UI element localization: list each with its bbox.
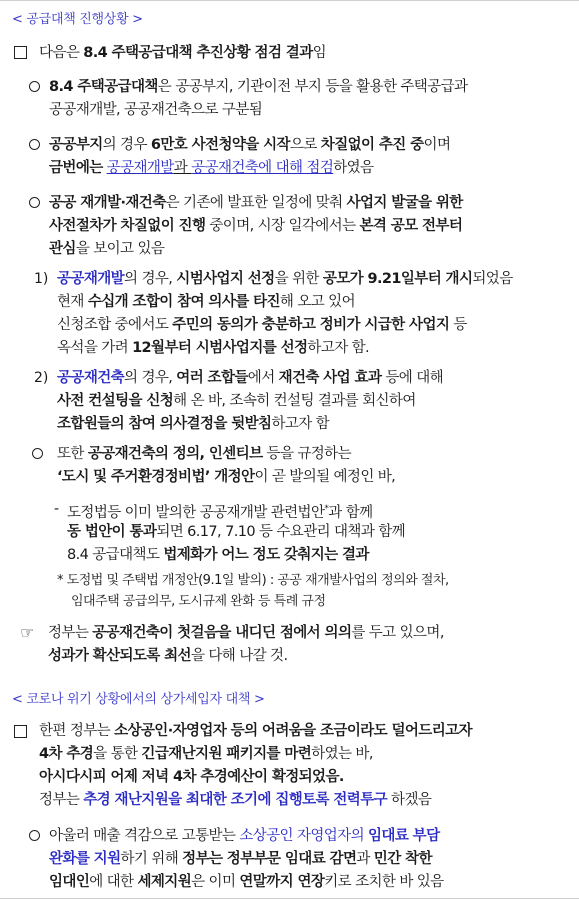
text-segment: 사전절차가 차질없이 진행: [49, 218, 206, 234]
text-segment: 등을 규정하는: [262, 446, 351, 462]
item3-line3: [49, 239, 164, 259]
text-segment: 에서: [247, 370, 279, 386]
text-segment: 은 공공부지, 기관이전 부지 등을 활용한 주택공급과: [157, 79, 468, 95]
text-segment: 이며: [423, 137, 451, 153]
text-segment: 옥석을 가려: [57, 340, 133, 356]
text-segment: *: [324, 504, 329, 514]
text-segment: 재건축 사업 효과: [278, 370, 382, 386]
text-segment: 의 경우,: [124, 370, 177, 386]
text-segment: 또한: [57, 446, 88, 462]
text-segment: 6만호 사전청약을 시작: [150, 137, 290, 153]
text-segment: * 도정법 및 주택법 개정안(9.1일 발의) : 공공 재개발사업의 정의와 절차,: [57, 573, 449, 588]
text-segment: 중이며, 시장 일각에서는: [205, 218, 360, 234]
dash-line1: [67, 499, 373, 523]
square-bullet-icon: [14, 725, 27, 738]
item3-line2: [49, 216, 462, 236]
sub1-line4: [57, 338, 369, 358]
text-segment: 공공 재개발·재건축: [49, 195, 166, 211]
text-segment: 을 통한: [93, 746, 142, 762]
item1-line1: [49, 77, 467, 97]
text-segment: 하였는 바,: [311, 746, 373, 762]
text-segment: 신청조합 중에서도: [57, 317, 173, 333]
text-segment: 의 경우: [102, 137, 151, 153]
item1-line2: [49, 100, 262, 120]
section-header-supply: < 공급대책 진행상황 >: [12, 12, 143, 27]
text-segment: 공공재개발, 공공재건축으로 구분됨: [49, 102, 263, 118]
text-segment: 등: [449, 317, 467, 333]
text-segment: 연말까지 연장: [239, 874, 325, 890]
corona2-line2: [49, 849, 432, 869]
text-segment: 민간 착한: [373, 851, 432, 867]
text-segment: 소상공인 자영업자의: [239, 828, 369, 844]
corona-line2: [39, 744, 373, 764]
text-segment: 도정법등 이미 발의한 공공재개발 관련법안: [67, 504, 325, 521]
text-segment: 되었음: [472, 271, 513, 287]
text-segment: 키로 조치한 바 있음: [324, 874, 444, 890]
text-segment: 정부는 정부부문 임대료 감면: [182, 851, 357, 867]
dash-marker: -: [54, 501, 60, 517]
text-segment: 되면 6.17, 7.10 등 수요관리 대책과 함께: [156, 524, 406, 540]
dash-line2: [67, 522, 405, 542]
text-segment: 정부는: [48, 625, 93, 641]
hand-line2: [48, 646, 287, 666]
corona-line1: [39, 721, 472, 741]
corona-line4: [39, 790, 431, 810]
text-segment: 8.4 주택공급대책: [49, 79, 158, 95]
sub1-line2: [57, 292, 355, 312]
text-segment: 임대주택 공급의무, 도시규제 완화 등 특례 규정: [71, 594, 326, 609]
text-segment: 한편 정부는: [39, 723, 115, 739]
text-segment: 성과가 확산되도록 최선: [48, 648, 191, 664]
text-segment: 은 기존에 발표한 일정에 맞춰: [165, 195, 347, 211]
text-segment: 의 경우,: [124, 271, 177, 287]
text-segment: 아울러 매출 격감으로 고통받는: [49, 828, 240, 844]
text-segment: 아시다시피 어제 저녁 4차 추경예산이 확정되었음.: [39, 769, 344, 785]
text-segment: 공공재건축이 첫걸음을 내디딘 점에서 의의: [92, 625, 352, 641]
text-segment: 공공재개발: [106, 160, 174, 176]
text-segment: 공공재건축: [191, 160, 259, 176]
text-segment: 사업지 발굴을 위한: [346, 195, 463, 211]
top-divider: [0, 0, 579, 1]
item4-line2: [57, 467, 395, 487]
circle-bullet-icon: [29, 830, 40, 841]
text-segment: 현재: [57, 294, 88, 310]
text-segment: 시범사업지 선정: [176, 271, 275, 287]
text-segment: 을 보이고 있음: [75, 241, 165, 257]
text-segment: 본격 공모 전부터: [359, 218, 463, 234]
text-segment: 금번에는: [49, 160, 103, 176]
sub1-line1: [57, 269, 513, 289]
list-number-1: 1): [34, 271, 49, 287]
text-segment: 과: [173, 160, 192, 176]
text-segment: 관심: [49, 241, 76, 257]
item2-line1: [49, 135, 450, 155]
sub2-line1: [57, 368, 443, 388]
sub2-line3: [57, 414, 329, 434]
text-segment: 법제화가 어느 정도 갖춰지는 결과: [163, 547, 369, 563]
text-segment: 다음은: [39, 45, 84, 61]
text-segment: 공모가 9.21일부터 개시: [322, 271, 473, 287]
text-segment: 에 대해 점검: [258, 160, 334, 176]
text-segment: 등에 대해: [381, 370, 444, 386]
pointing-hand-icon: ☞: [20, 623, 35, 642]
text-segment: 해 오고 있어: [279, 294, 355, 310]
circle-bullet-icon: [29, 81, 40, 92]
text-segment: 사전 컨설팅을 신청: [57, 393, 174, 409]
text-segment: 으로: [289, 137, 321, 153]
note-line1: [57, 571, 449, 591]
text-segment: ‘도시 및 주거환경정비법’ 개정안: [57, 469, 255, 485]
text-segment: 과 함께: [328, 504, 373, 521]
text-segment: 주민의 동의가 충분하고 정비가 시급한 사업지: [172, 317, 450, 333]
note-line2: [71, 592, 326, 612]
corona2-line3: [49, 872, 444, 892]
text-segment: 수십개 조합이 참여 의사를 타진: [87, 294, 280, 310]
intro-line: [39, 43, 326, 63]
circle-bullet-icon: [32, 448, 43, 459]
text-segment: 임대료 부담: [368, 828, 440, 844]
dash-line3: [67, 545, 369, 565]
list-number-2: 2): [34, 370, 49, 386]
circle-bullet-icon: [29, 197, 40, 208]
text-segment: 8.4 공급대책도: [67, 547, 164, 563]
text-segment: 공공재건축의 정의, 인센티브: [87, 446, 263, 462]
text-segment: 12월부터 시범사업지를 선정: [132, 340, 308, 356]
text-segment: 차질없이 추진 중: [320, 137, 424, 153]
item2-line2: [49, 158, 373, 178]
text-segment: 하기 위해: [120, 851, 183, 867]
text-segment: 해 온 바, 조속히 컨설팅 결과를 회신하여: [173, 393, 416, 409]
text-segment: 세제지원: [137, 874, 192, 890]
text-segment: 공공부지: [49, 137, 103, 153]
hand-line1: [48, 623, 444, 643]
section-header-corona: < 코로나 위기 상황에서의 상가세입자 대책 >: [12, 692, 265, 707]
sub2-line2: [57, 391, 416, 411]
circle-bullet-icon: [29, 139, 40, 150]
text-segment: 정부는: [39, 792, 84, 808]
text-segment: 이 곧 발의될 예정인 바,: [254, 469, 396, 485]
text-segment: 완화를 지원: [49, 851, 121, 867]
corona2-line1: [49, 826, 440, 846]
text-segment: 과: [356, 851, 374, 867]
text-segment: 임: [312, 45, 327, 61]
text-segment: 공공재개발: [57, 271, 125, 287]
text-segment: 은 이미: [191, 874, 240, 890]
square-bullet-icon: [14, 46, 27, 59]
text-segment: 동 법안이 통과: [67, 524, 157, 540]
corona-line3: [39, 767, 344, 787]
text-segment: 에 대한: [89, 874, 138, 890]
text-segment: 임대인: [49, 874, 90, 890]
text-segment: 를 두고 있으며,: [351, 625, 444, 641]
text-segment: 하였음: [333, 160, 374, 176]
text-segment: 조합원들의 참여 의사결정을 뒷받침: [57, 416, 272, 432]
text-segment: 하고자 함.: [307, 340, 370, 356]
text-segment: 여러 조합들: [176, 370, 248, 386]
text-segment: 소상공인·자영업자 등의 어려움을 조금이라도 덜어드리고자: [114, 723, 472, 739]
item4-line1: [57, 444, 351, 464]
text-segment: 추경 재난지원을 최대한 조기에 집행토록 전력투구: [83, 792, 388, 808]
text-segment: 을 위한: [274, 271, 323, 287]
text-segment: 4차 추경: [39, 746, 94, 762]
text-segment: 8.4 주택공급대책 추진상황 점검 결과: [83, 45, 313, 61]
sub1-line3: [57, 315, 467, 335]
text-segment: 을 다해 나갈 것.: [190, 648, 288, 664]
item3-line1: [49, 193, 463, 213]
text-segment: 하고자 함: [271, 416, 330, 432]
text-segment: 하겠음: [387, 792, 432, 808]
text-segment: 긴급재난지원 패키지를 마련: [141, 746, 312, 762]
text-segment: 공공재건축: [57, 370, 125, 386]
